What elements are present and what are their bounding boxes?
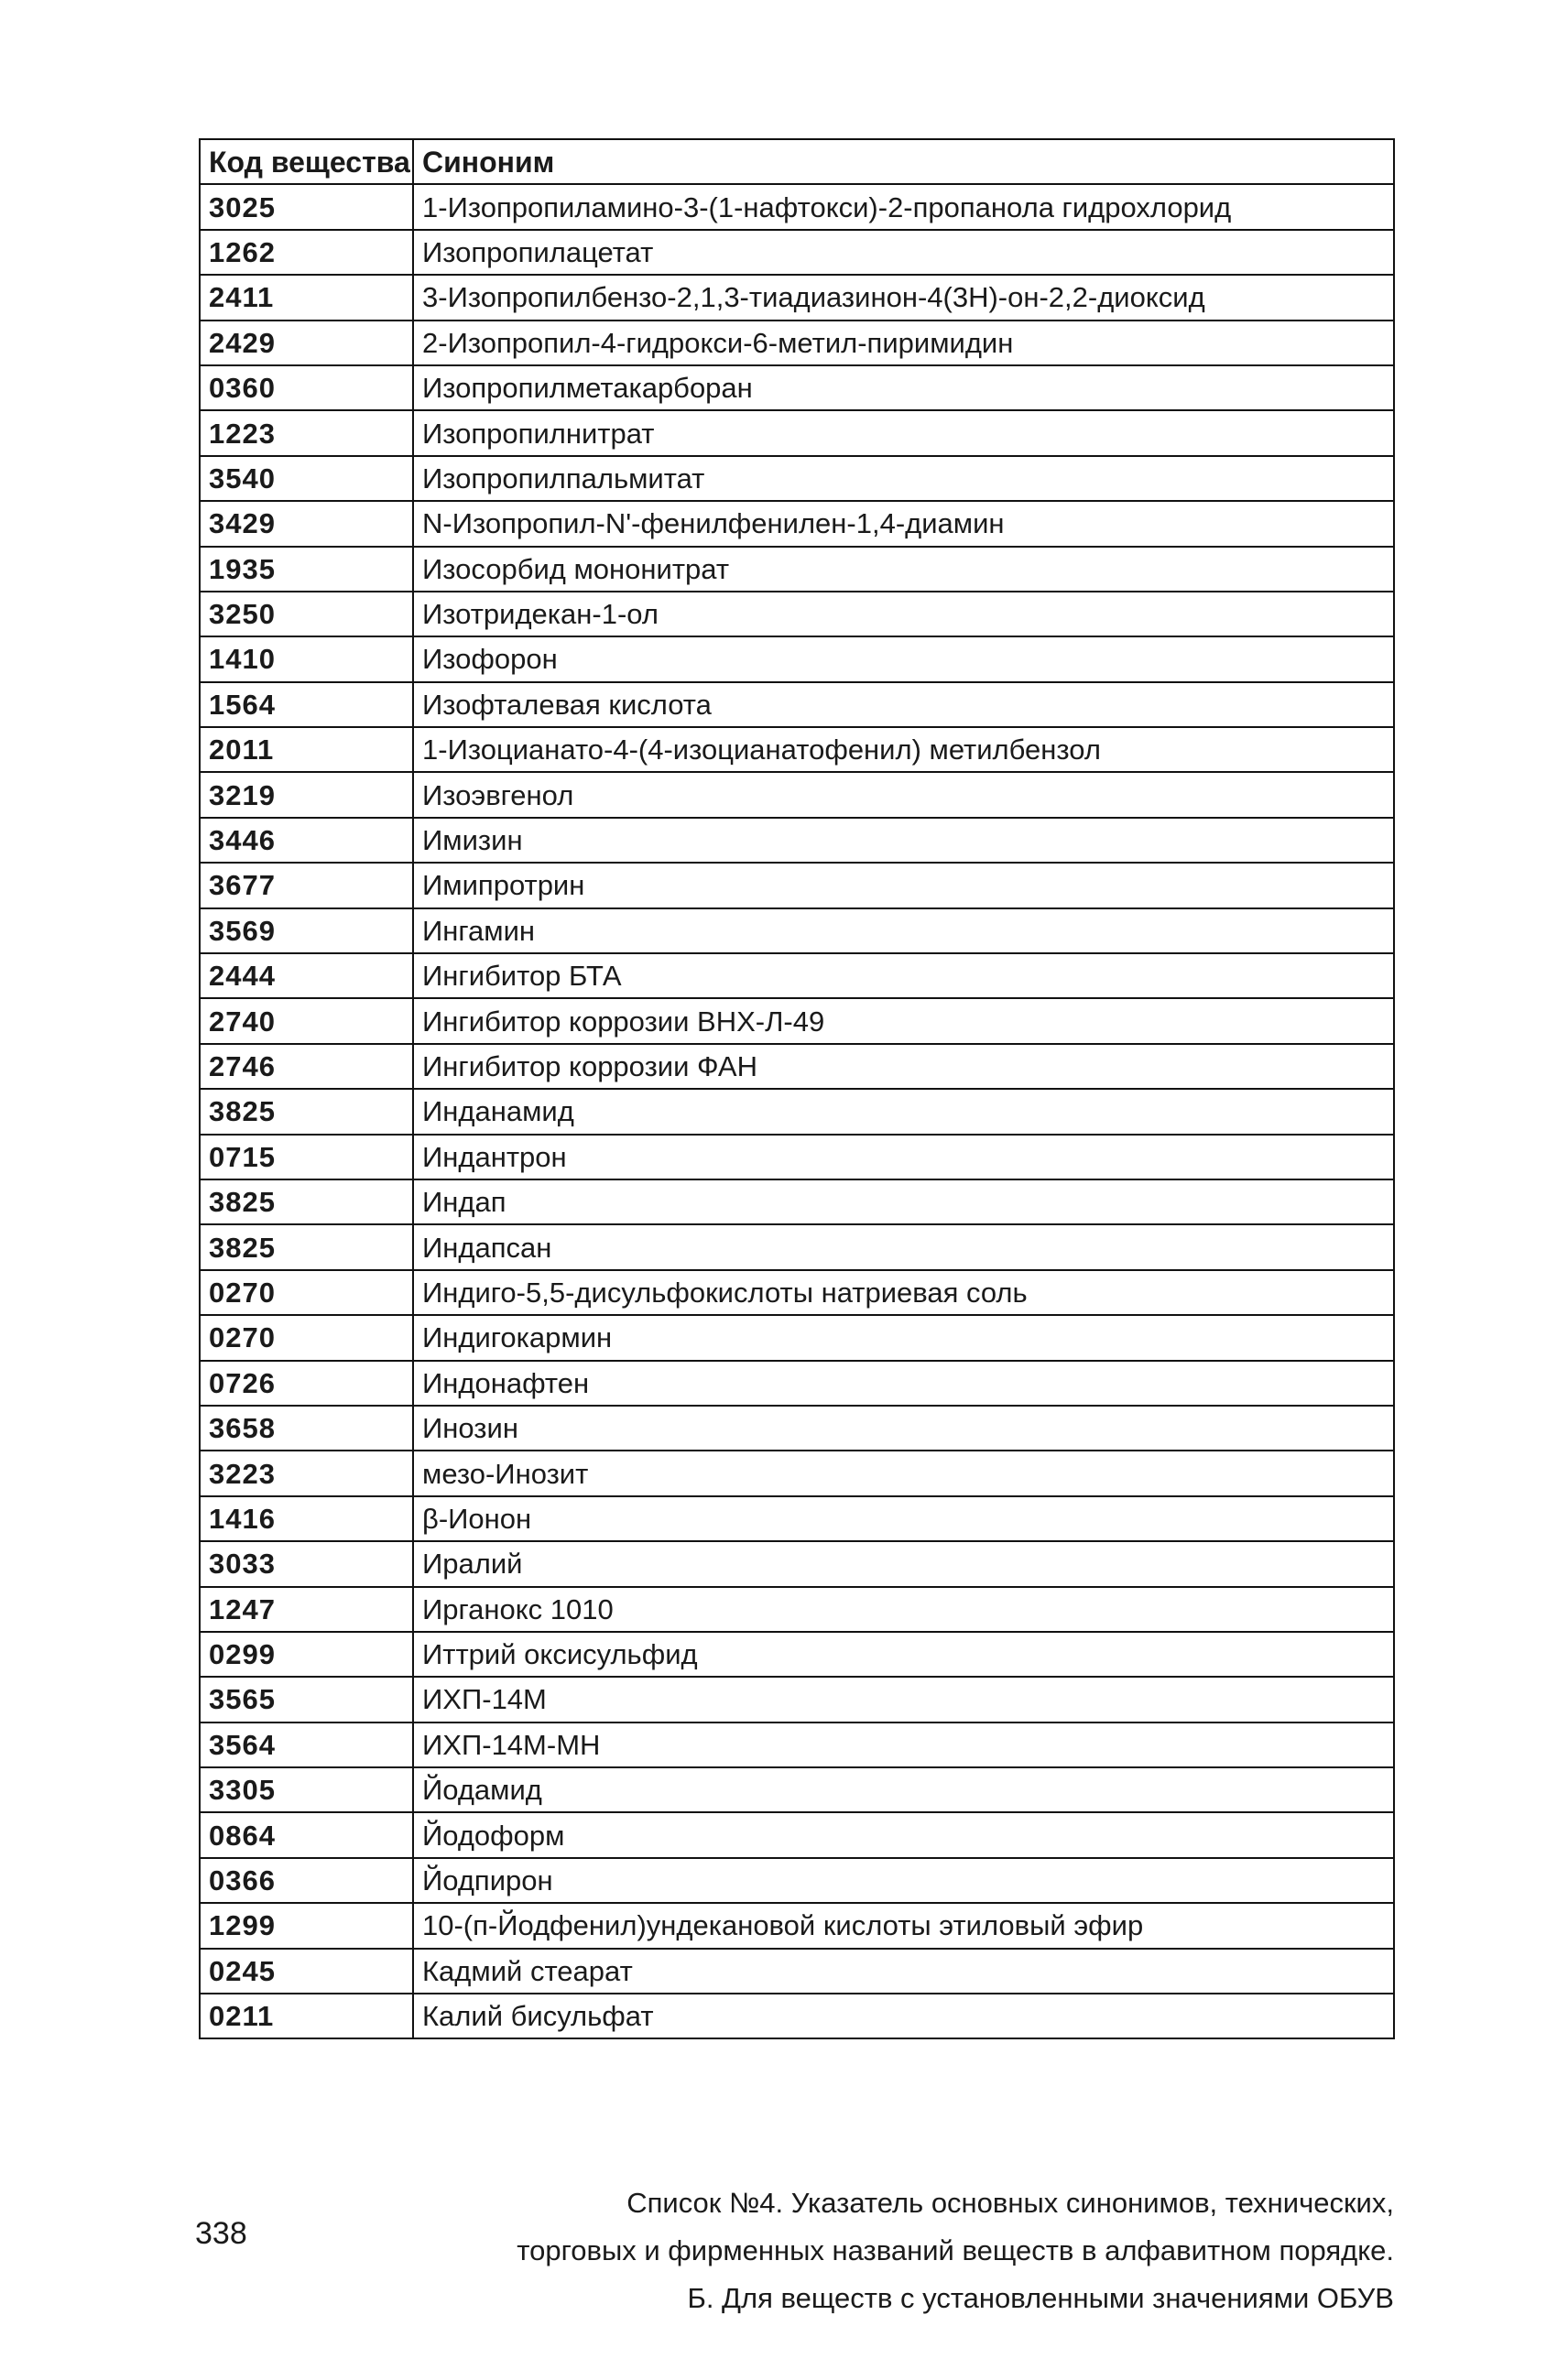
cell-code: 1247: [200, 1587, 413, 1632]
cell-synonym: Индиго-5,5-дисульфокислоты натриевая соль: [413, 1270, 1394, 1315]
table-body: [200, 184, 1394, 2038]
table-row: [200, 547, 1394, 592]
table-row: [200, 1541, 1394, 1586]
cell-code: 2429: [200, 321, 413, 365]
cell-code: 0270: [200, 1315, 413, 1360]
table-row: [200, 1451, 1394, 1495]
cell-synonym: Имипротрин: [413, 863, 1394, 907]
cell-synonym: Имизин: [413, 818, 1394, 863]
cell-synonym: мезо-Инозит: [413, 1451, 1394, 1495]
cell-code: 0360: [200, 365, 413, 410]
table-row: [200, 1361, 1394, 1406]
cell-synonym: Индонафтен: [413, 1361, 1394, 1406]
cell-code: 0270: [200, 1270, 413, 1315]
table-row: [200, 682, 1394, 727]
footer-caption-line-2: торговых и фирменных названий веществ в алфавитном порядке.: [517, 2234, 1394, 2266]
cell-code: 3825: [200, 1179, 413, 1224]
cell-code: 3219: [200, 772, 413, 817]
table-row: [200, 184, 1394, 229]
cell-synonym: Йодоформ: [413, 1812, 1394, 1857]
cell-code: 1935: [200, 547, 413, 592]
cell-code: 3223: [200, 1451, 413, 1495]
cell-synonym: Калий бисульфат: [413, 1994, 1394, 2038]
cell-synonym: Индантрон: [413, 1135, 1394, 1179]
cell-code: 2011: [200, 727, 413, 772]
table-row: [200, 1632, 1394, 1677]
cell-code: 3446: [200, 818, 413, 863]
table-row: [200, 1044, 1394, 1089]
cell-synonym: Ирганокс 1010: [413, 1587, 1394, 1632]
cell-code: 0366: [200, 1858, 413, 1903]
cell-code: 3825: [200, 1089, 413, 1134]
cell-synonym: β-Ионон: [413, 1496, 1394, 1541]
table-row: [200, 1723, 1394, 1767]
table-row: [200, 1135, 1394, 1179]
table-row: [200, 1179, 1394, 1224]
cell-code: 3250: [200, 592, 413, 636]
cell-synonym: Ингибитор БТА: [413, 953, 1394, 998]
cell-code: 1564: [200, 682, 413, 727]
cell-code: 3540: [200, 456, 413, 501]
cell-synonym: Инозин: [413, 1406, 1394, 1451]
table-row: [200, 953, 1394, 998]
cell-synonym: Инданамид: [413, 1089, 1394, 1134]
cell-code: 1416: [200, 1496, 413, 1541]
cell-synonym: Изопропилацетат: [413, 230, 1394, 275]
page-number: 338: [195, 2216, 247, 2251]
cell-code: 0211: [200, 1994, 413, 2038]
table-row: [200, 456, 1394, 501]
table-row: [200, 365, 1394, 410]
table-row: [200, 998, 1394, 1043]
synonyms-table-container: [199, 138, 1393, 2039]
table-row: [200, 1677, 1394, 1722]
table-row: [200, 1270, 1394, 1315]
cell-code: 3564: [200, 1723, 413, 1767]
cell-code: 3658: [200, 1406, 413, 1451]
cell-synonym: Йодпирон: [413, 1858, 1394, 1903]
cell-code: 0299: [200, 1632, 413, 1677]
cell-synonym: 3-Изопропилбензо-2,1,3-тиадиазинон-4(3Н)-он-2,2-диоксид: [413, 275, 1394, 320]
cell-synonym: Ингамин: [413, 908, 1394, 953]
cell-code: 0245: [200, 1949, 413, 1994]
table-row: [200, 1858, 1394, 1903]
cell-code: 3677: [200, 863, 413, 907]
cell-synonym: Иттрий оксисульфид: [413, 1632, 1394, 1677]
table-row: [200, 1903, 1394, 1948]
table-row: [200, 1315, 1394, 1360]
table-header-row: [200, 139, 1394, 184]
cell-code: 0715: [200, 1135, 413, 1179]
table-row: [200, 636, 1394, 681]
cell-synonym: Изосорбид мононитрат: [413, 547, 1394, 592]
cell-synonym: ИХП-14М-МН: [413, 1723, 1394, 1767]
cell-code: 2740: [200, 998, 413, 1043]
cell-synonym: Индап: [413, 1179, 1394, 1224]
cell-synonym: 1-Изопропиламино-3-(1-нафтокси)-2-пропанола гидрохлорид: [413, 184, 1394, 229]
table-row: [200, 410, 1394, 455]
cell-code: 3305: [200, 1767, 413, 1812]
cell-synonym: Ингибитор коррозии ФАН: [413, 1044, 1394, 1089]
cell-synonym: Изопропилпальмитат: [413, 456, 1394, 501]
cell-code: 3033: [200, 1541, 413, 1586]
table-row: [200, 321, 1394, 365]
cell-synonym: Изофорон: [413, 636, 1394, 681]
table-row: [200, 1812, 1394, 1857]
table-row: [200, 592, 1394, 636]
cell-code: 2444: [200, 953, 413, 998]
cell-synonym: Йодамид: [413, 1767, 1394, 1812]
synonyms-table: [199, 138, 1395, 2039]
cell-code: 3569: [200, 908, 413, 953]
cell-code: 3825: [200, 1224, 413, 1269]
cell-code: 1410: [200, 636, 413, 681]
table-row: [200, 275, 1394, 320]
cell-code: 0864: [200, 1812, 413, 1857]
cell-synonym: N-Изопропил-N'-фенилфенилен-1,4-диамин: [413, 501, 1394, 546]
table-row: [200, 230, 1394, 275]
cell-synonym: Изопропилметакарборан: [413, 365, 1394, 410]
cell-synonym: Индигокармин: [413, 1315, 1394, 1360]
cell-code: 1299: [200, 1903, 413, 1948]
cell-synonym: Изопропилнитрат: [413, 410, 1394, 455]
table-row: [200, 727, 1394, 772]
footer-caption-line-3: Б. Для веществ с установленными значениями ОБУВ: [687, 2282, 1394, 2314]
table-row: [200, 908, 1394, 953]
cell-synonym: Иралий: [413, 1541, 1394, 1586]
table-row: [200, 818, 1394, 863]
cell-synonym: Изоэвгенол: [413, 772, 1394, 817]
cell-synonym: Индапсан: [413, 1224, 1394, 1269]
cell-code: 1262: [200, 230, 413, 275]
table-row: [200, 1496, 1394, 1541]
table-row: [200, 1406, 1394, 1451]
table-row: [200, 1949, 1394, 1994]
cell-code: 2411: [200, 275, 413, 320]
cell-code: 3429: [200, 501, 413, 546]
cell-code: 3025: [200, 184, 413, 229]
table-row: [200, 501, 1394, 546]
footer-caption: [517, 2179, 1394, 2322]
cell-synonym: ИХП-14М: [413, 1677, 1394, 1722]
cell-synonym: 1-Изоцианато-4-(4-изоцианатофенил) метилбензол: [413, 727, 1394, 772]
header-code: Код вещества: [200, 139, 413, 184]
table-row: [200, 1224, 1394, 1269]
header-synonym: Синоним: [413, 139, 1394, 184]
table-row: [200, 1089, 1394, 1134]
cell-synonym: Изотридекан-1-ол: [413, 592, 1394, 636]
table-row: [200, 1767, 1394, 1812]
footer-caption-line-1: Список №4. Указатель основных синонимов, технических,: [626, 2187, 1394, 2219]
table-row: [200, 1587, 1394, 1632]
cell-synonym: 2-Изопропил-4-гидрокси-6-метил-пиримидин: [413, 321, 1394, 365]
table-row: [200, 863, 1394, 907]
cell-code: 1223: [200, 410, 413, 455]
cell-code: 0726: [200, 1361, 413, 1406]
table-row: [200, 772, 1394, 817]
cell-synonym: Кадмий стеарат: [413, 1949, 1394, 1994]
cell-code: 3565: [200, 1677, 413, 1722]
cell-synonym: Ингибитор коррозии ВНХ-Л-49: [413, 998, 1394, 1043]
table-row: [200, 1994, 1394, 2038]
cell-synonym: 10-(п-Йодфенил)ундекановой кислоты этиловый эфир: [413, 1903, 1394, 1948]
cell-code: 2746: [200, 1044, 413, 1089]
cell-synonym: Изофталевая кислота: [413, 682, 1394, 727]
